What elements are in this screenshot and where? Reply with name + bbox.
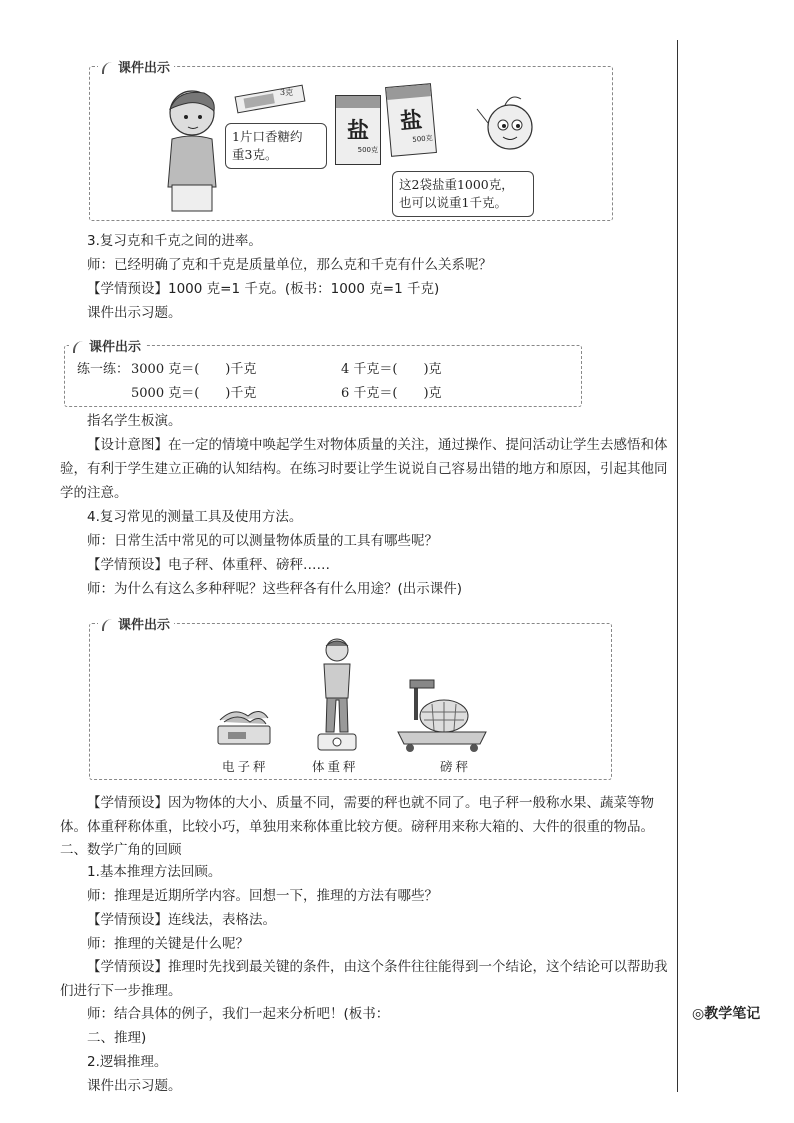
text-line: 师：日常生活中常见的可以测量物体质量的工具有哪些呢？ <box>87 533 438 549</box>
text-line: 【学情预设】1000 克=1 千克。(板书：1000 克=1 千克) <box>87 281 440 297</box>
salt-bag-stripe <box>336 96 380 108</box>
salt-bag-char: 盐 <box>346 119 369 144</box>
text-line: 【学情预设】连线法，表格法。 <box>87 912 276 928</box>
mascot-illustration <box>475 89 545 159</box>
text-line: 2.逻辑推理。 <box>87 1054 168 1070</box>
platform-scale-icon <box>392 676 492 756</box>
salt-bag-weight: 500克 <box>357 146 378 154</box>
courseware-tag: 课件出示 <box>69 336 145 355</box>
courseware-box-3 <box>89 618 612 780</box>
text-line: 师：已经明确了克和千克是质量单位，那么克和千克有什么关系呢？ <box>87 257 492 273</box>
gum-pack-icon <box>232 83 308 115</box>
gum-weight-label: 3克 <box>280 88 294 97</box>
text-line: 二、推理) <box>87 1030 147 1046</box>
exercise-q1: 3000 克＝( )千克 <box>131 362 257 377</box>
text-line: 4.复习常见的测量工具及使用方法。 <box>87 509 303 525</box>
courseware-box-1 <box>89 61 613 221</box>
curl-icon <box>102 619 116 631</box>
gum-speech-bubble: 1片口香糖约 重3克。 <box>225 123 327 169</box>
text-line: 指名学生板演。 <box>87 413 182 429</box>
prediction-paragraph: 【学情预设】因为物体的大小、质量不同，需要的秤也就不同了。电子秤一般称水果、蔬菜等物体。体重秤称体重，比较小巧，单独用来称体重比较方便。磅秤用来称大箱的、大件的很重的物品。 <box>60 795 654 835</box>
courseware-tag: 课件出示 <box>98 614 174 633</box>
salt-bag-1 <box>335 95 381 165</box>
courseware-tag: 课件出示 <box>98 57 174 76</box>
curl-icon <box>102 62 116 74</box>
section-heading: 二、数学广角的回顾 <box>60 842 182 858</box>
exercise-lead: 练一练： <box>77 362 130 377</box>
electronic-scale-icon <box>214 698 274 748</box>
text-line: 课件出示习题。 <box>87 1078 182 1094</box>
text-line: 师：推理的关键是什么呢？ <box>87 936 249 952</box>
text-line: 3.复习克和千克之间的进率。 <box>87 233 262 249</box>
exercise-q2: 4 千克＝( )克 <box>341 362 442 377</box>
caption-platform-scale: 磅秤 <box>440 759 472 774</box>
salt-bag-weight: 500克 <box>412 134 434 144</box>
salt-speech-bubble: 这2袋盐重1000克， 也可以说重1千克。 <box>392 171 534 217</box>
text-line: 课件出示习题。 <box>87 305 182 321</box>
salt-bag-stripe <box>386 84 431 100</box>
curl-icon <box>73 341 87 353</box>
caption-electronic-scale: 电子秤 <box>222 759 269 774</box>
salt-bag-char: 盐 <box>399 108 424 135</box>
design-intent-paragraph: 【设计意图】在一定的情境中唤起学生对物体质量的关注，通过操作、提问活动让学生去感悟和体验，有利于学生建立正确的认知结构。在练习时要让学生说说自己容易出错的地方和原因，引起其他同学的注意。 <box>60 437 668 501</box>
text-line: 师：结合具体的例子，我们一起来分析吧！(板书： <box>87 1006 390 1022</box>
text-line: 1.基本推理方法回顾。 <box>87 864 222 880</box>
child-on-bathroom-scale <box>312 636 362 754</box>
exercise-q3: 5000 克＝( )千克 <box>131 386 257 401</box>
salt-bag-2 <box>385 83 437 157</box>
reasoning-paragraph: 【学情预设】推理时先找到最关键的条件，由这个条件往往能得到一个结论，这个结论可以帮助我们进行下一步推理。 <box>60 959 668 999</box>
courseware-box-2 <box>64 340 582 407</box>
text-line: 【学情预设】电子秤、体重秤、磅秤…… <box>87 557 330 573</box>
text-line: 师：推理是近期所学内容。回想一下，推理的方法有哪些？ <box>87 888 438 904</box>
child-illustration <box>158 87 228 213</box>
text-line: 师：为什么有这么多种秤呢？这些秤各有什么用途？(出示课件) <box>87 581 463 597</box>
teaching-notes-label: ◎教学笔记 <box>692 1006 761 1022</box>
caption-body-scale: 体重秤 <box>312 759 359 774</box>
exercise-q4: 6 千克＝( )克 <box>341 386 442 401</box>
margin-divider <box>677 40 678 1092</box>
